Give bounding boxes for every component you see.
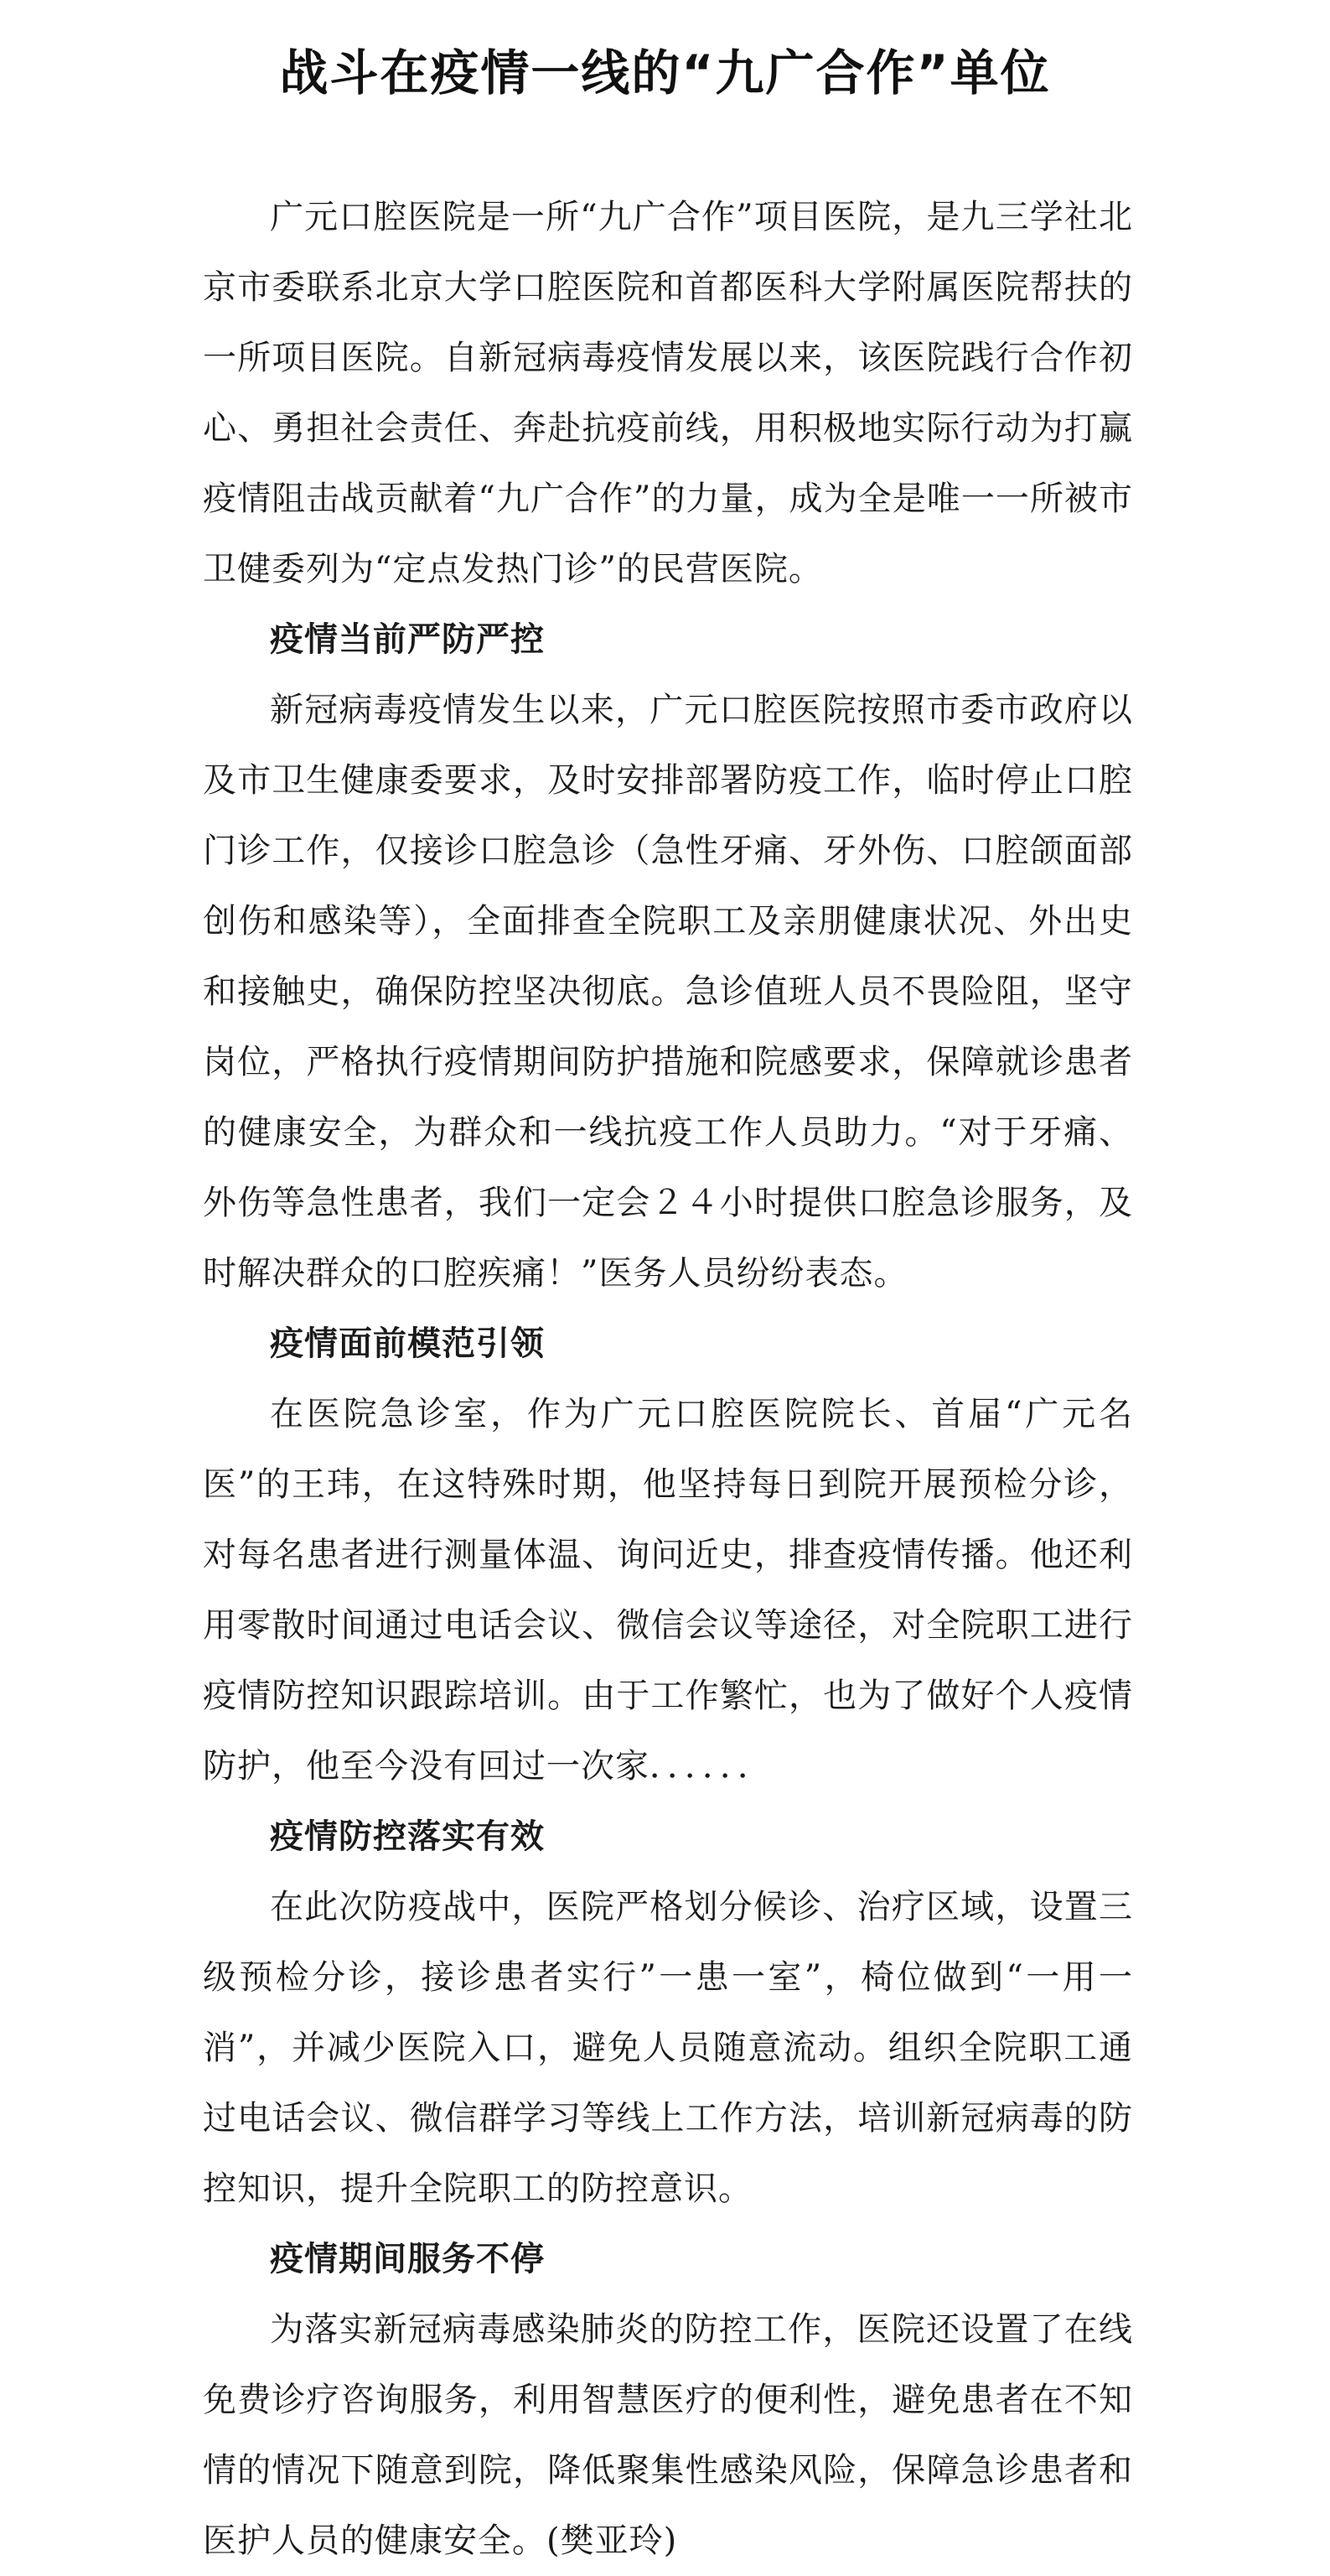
section-heading-leadership: 疫情面前模范引领 <box>270 1324 545 1363</box>
article-title: 战斗在疫情一线的“九广合作”单位 <box>279 44 1051 101</box>
article-body <box>203 182 1133 2576</box>
section-heading-control: 疫情防控落实有效 <box>270 1817 545 1856</box>
intro-paragraph: 广元口腔医院是一所“九广合作”项目医院，是九三学社北京市委联系北京大学口腔医院和首都医科大学附属医院帮扶的一所项目医院。自新冠病毒疫情发展以来，该医院践行合作初心、勇担社会责任、奔赴抗疫前线，用积极地实际行动为打赢疫情阻击战贡献着“九广合作”的力量，成为全是唯一一所被市卫健委列为“定点发热门诊”的民营医院。 <box>203 198 1133 588</box>
section-paragraph-leadership: 在医院急诊室，作为广元口腔医院院长、首届“广元名医”的王玮，在这特殊时期，他坚持每日到院开展预检分诊，对每名患者进行测量体温、询问近史，排查疫情传播。他还利用零散时间通过电话会议、微信会议等途径，对全院职工进行疫情防控知识跟踪培训。由于工作繁忙，也为了做好个人疫情防护，他至今没有回过一次家．．．．．． <box>203 1395 1133 1786</box>
section-heading-prevention: 疫情当前严防严控 <box>270 620 545 659</box>
section-paragraph-control: 在此次防疫战中，医院严格划分候诊、治疗区域，设置三级预检分诊，接诊患者实行”一患一室”，椅位做到“一用一消”，并减少医院入口，避免人员随意流动。组织全院职工通过电话会议、微信群学习等线上工作方法，培训新冠病毒的防控知识，提升全院职工的防控意识。 <box>203 1888 1133 2208</box>
section-paragraph-prevention: 新冠病毒疫情发生以来，广元口腔医院按照市委市政府以及市卫生健康委要求，及时安排部署防疫工作，临时停止口腔门诊工作，仅接诊口腔急诊（急性牙痛、牙外伤、口腔颌面部创伤和感染等），全面排查全院职工及亲朋健康状况、外出史和接触史，确保防控坚决彻底。急诊值班人员不畏险阻，坚守岗位，严格执行疫情期间防护措施和院感要求，保障就诊患者的健康安全，为群众和一线抗疫工作人员助力。“对于牙痛、外伤等急性患者，我们一定会２４小时提供口腔急诊服务，及时解决群众的口腔疾痛！”医务人员纷纷表态。 <box>203 691 1133 1293</box>
section-paragraph-service: 为落实新冠病毒感染肺炎的防控工作，医院还设置了在线免费诊疗咨询服务，利用智慧医疗的便利性，避免患者在不知情的情况下随意到院，降低聚集性感染风险，保障急诊患者和医护人员的健康安全。(樊亚玲) <box>203 2310 1133 2560</box>
section-heading-service: 疫情期间服务不停 <box>270 2240 545 2278</box>
